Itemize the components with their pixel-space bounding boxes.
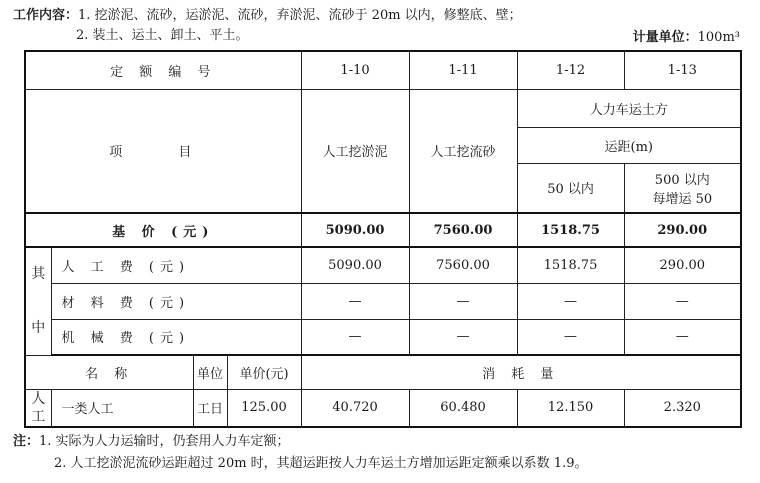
labor-qty-1-13: 2.320 <box>624 389 741 427</box>
labor-cost-1-11: 7560.00 <box>409 247 517 283</box>
notes-label: 注： <box>13 434 40 449</box>
labor-name: 一类人工 <box>51 389 193 427</box>
consumption-header-row <box>25 355 741 389</box>
labor-qty-1-11: 60.480 <box>409 389 517 427</box>
labor-qty-1-10: 40.720 <box>301 389 409 427</box>
work-content <box>13 6 522 46</box>
labor-category-char-2: 工 <box>31 408 46 425</box>
unit-header: 单位 <box>193 355 227 389</box>
base-price-1-12: 1518.75 <box>517 213 624 247</box>
labor-cost-label: 人 工 费 (元) <box>51 247 301 283</box>
col-within-500-line-1: 500 以内 <box>654 172 710 188</box>
code-1-13: 1-13 <box>624 51 741 89</box>
machine-cost-1-13: — <box>624 319 741 355</box>
col-subgroup-distance: 运距(m) <box>517 127 741 163</box>
note-line-1 <box>13 431 587 453</box>
quota-number-row <box>25 51 741 89</box>
name-header: 名 称 <box>25 355 193 389</box>
col-group-cart-transport: 人力车运土方 <box>517 89 741 127</box>
labor-cost-1-13: 290.00 <box>624 247 741 283</box>
material-cost-1-12: — <box>517 283 624 319</box>
item-label: 项 目 <box>25 89 301 213</box>
note-text-1: 1. 实际为人力运输时，仍套用人力车定额； <box>39 434 290 449</box>
col-dig-silt: 人工挖淤泥 <box>301 89 409 213</box>
base-price-1-13: 290.00 <box>624 213 741 247</box>
machine-cost-row <box>25 319 741 355</box>
material-cost-label: 材 料 费 (元) <box>51 283 301 319</box>
work-content-line-1 <box>13 6 522 26</box>
notes <box>13 431 587 475</box>
consumption-header: 消 耗 量 <box>301 355 741 389</box>
labor-row <box>25 389 741 427</box>
unit-value: 100m³ <box>697 30 740 45</box>
base-price-1-10: 5090.00 <box>301 213 409 247</box>
labor-cost-row <box>25 247 741 283</box>
quota-number-label: 定 额 编 号 <box>25 51 301 89</box>
machine-cost-1-12: — <box>517 319 624 355</box>
labor-unit: 工日 <box>193 389 227 427</box>
labor-cost-1-12: 1518.75 <box>517 247 624 283</box>
labor-cost-1-10: 5090.00 <box>301 247 409 283</box>
labor-qty-1-12: 12.150 <box>517 389 624 427</box>
base-price-row <box>25 213 741 247</box>
work-content-text-1: 1. 挖淤泥、流砂，运淤泥、流砂，弃淤泥、流砂于 20m 以内，修整底、壁； <box>78 8 522 23</box>
material-cost-row <box>25 283 741 319</box>
unit-label: 计量单位： <box>632 30 698 45</box>
quota-table <box>24 50 742 428</box>
machine-cost-1-11: — <box>409 319 517 355</box>
col-dig-quicksand: 人工挖流砂 <box>409 89 517 213</box>
code-1-12: 1-12 <box>517 51 624 89</box>
unit-price-header: 单价(元) <box>227 355 301 389</box>
breakdown-group-label <box>25 247 51 355</box>
work-content-label: 工作内容： <box>13 8 79 23</box>
machine-cost-1-10: — <box>301 319 409 355</box>
breakdown-spacer <box>26 283 51 319</box>
base-price-label: 基 价 (元) <box>25 213 301 247</box>
base-price-1-11: 7560.00 <box>409 213 517 247</box>
work-content-text-2: 2. 装土、运土、卸土、平土。 <box>76 28 249 43</box>
col-within-500 <box>624 163 741 213</box>
breakdown-char-1: 其 <box>31 266 46 283</box>
labor-category <box>25 389 51 427</box>
code-1-10: 1-10 <box>301 51 409 89</box>
labor-unit-price: 125.00 <box>227 389 301 427</box>
material-cost-1-10: — <box>301 283 409 319</box>
breakdown-char-2: 中 <box>31 320 46 337</box>
labor-category-char-1: 人 <box>31 390 46 407</box>
col-within-500-line-2: 每增运 50 <box>652 191 713 207</box>
machine-cost-label: 机 械 费 (元) <box>51 319 301 355</box>
col-within-50: 50 以内 <box>517 163 624 213</box>
material-cost-1-11: — <box>409 283 517 319</box>
material-cost-1-13: — <box>624 283 741 319</box>
code-1-11: 1-11 <box>409 51 517 89</box>
measurement-unit <box>633 26 740 45</box>
note-text-2: 2. 人工挖淤泥流砂运距超过 20m 时，其超运距按人力车运土方增加运距定额乘以系数 1.9。 <box>54 456 588 471</box>
item-header-row-1 <box>25 89 741 127</box>
